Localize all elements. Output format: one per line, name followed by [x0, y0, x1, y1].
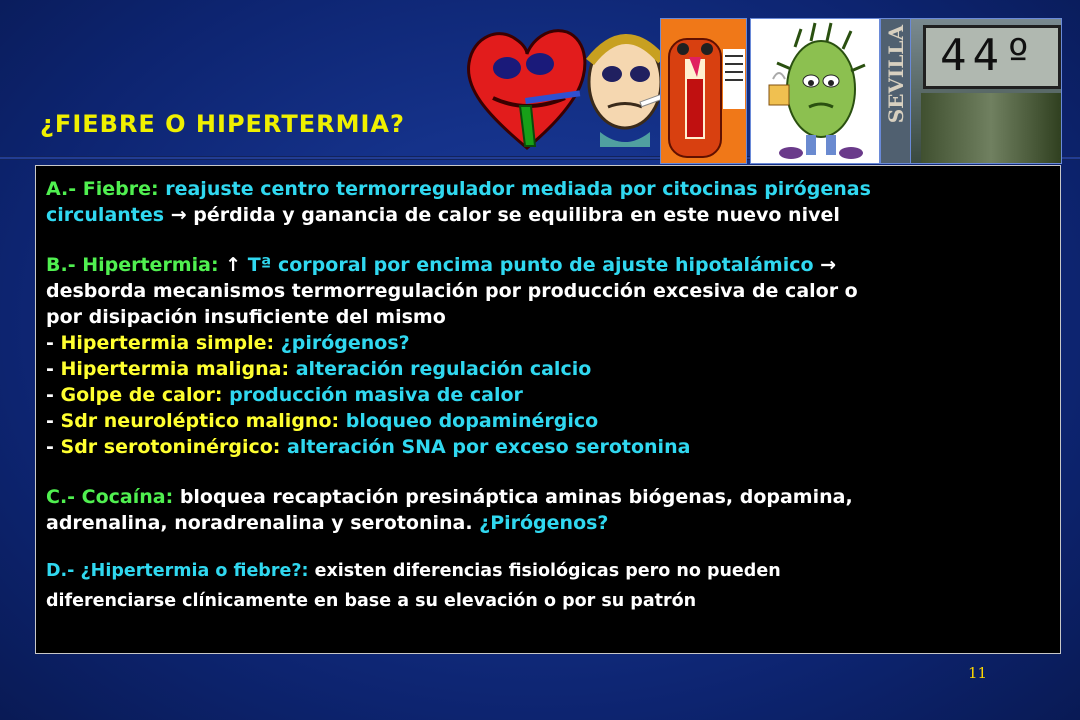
section-a-label: A.- Fiebre: — [46, 178, 159, 200]
temperature-readout: 44º — [940, 30, 1038, 81]
hyperthermia-types-list — [46, 330, 1060, 460]
arrow-right-icon: → — [820, 254, 837, 276]
sevilla-photo — [880, 18, 912, 164]
section-a-line-2: circulantes → pérdida y ganancia de calor se equilibra en este nuevo nivel — [46, 204, 840, 226]
section-c-line-2: adrenalina, noradrenalina y serotonina. ¿Pirógenos? — [46, 512, 609, 534]
section-a-line-1: A.- Fiebre: reajuste centro termorregulador mediada por citocinas pirógenas — [46, 178, 871, 200]
temperature-display-panel — [923, 25, 1061, 89]
list-item: - Hipertermia maligna: alteración regulación calcio — [46, 358, 592, 380]
section-b-line-2: desborda mecanismos termorregulación por producción excesiva de calor o — [46, 280, 858, 302]
list-item: - Sdr neuroléptico maligno: bloqueo dopaminérgico — [46, 410, 599, 432]
feverish-face-illustration — [580, 22, 670, 157]
list-item: - Sdr serotoninérgico: alteración SNA por exceso serotonina — [46, 436, 691, 458]
section-d-label: D.- ¿Hipertermia o fiebre?: — [46, 561, 309, 581]
sevilla-sign-text: SEVILLA — [884, 25, 908, 124]
arrow-up-icon: ↑ — [225, 254, 242, 276]
section-b-line-1: B.- Hipertermia: ↑ Tª corporal por encima punto de ajuste hipotalámico → — [46, 254, 837, 276]
sick-cactus-illustration — [750, 18, 880, 164]
sick-heart-illustration — [465, 18, 590, 156]
thermometer-illustration — [660, 18, 747, 164]
header-illustrations — [455, 14, 1065, 164]
section-b-label: B.- Hipertermia: — [46, 254, 226, 276]
slide-title: ¿FIEBRE O HIPERTERMIA? — [40, 110, 405, 138]
arrow-right-icon: → — [170, 204, 187, 226]
section-c-label: C.- Cocaína: — [46, 486, 174, 508]
section-d-line-1: D.- ¿Hipertermia o fiebre?: existen diferencias fisiológicas pero no pueden — [46, 561, 781, 581]
section-c-line-1: C.- Cocaína: bloquea recaptación presináptica aminas biógenas, dopamina, — [46, 486, 853, 508]
section-d-line-2: diferenciarse clínicamente en base a su elevación o por su patrón — [46, 591, 697, 611]
temperature-display-photo — [910, 18, 1062, 164]
section-b-line-3: por disipación insuficiente del mismo — [46, 306, 446, 328]
list-item: - Golpe de calor: producción masiva de calor — [46, 384, 523, 406]
content-panel — [35, 165, 1061, 654]
page-number: 11 — [968, 664, 988, 682]
list-item: - Hipertermia simple: ¿pirógenos? — [46, 332, 410, 354]
